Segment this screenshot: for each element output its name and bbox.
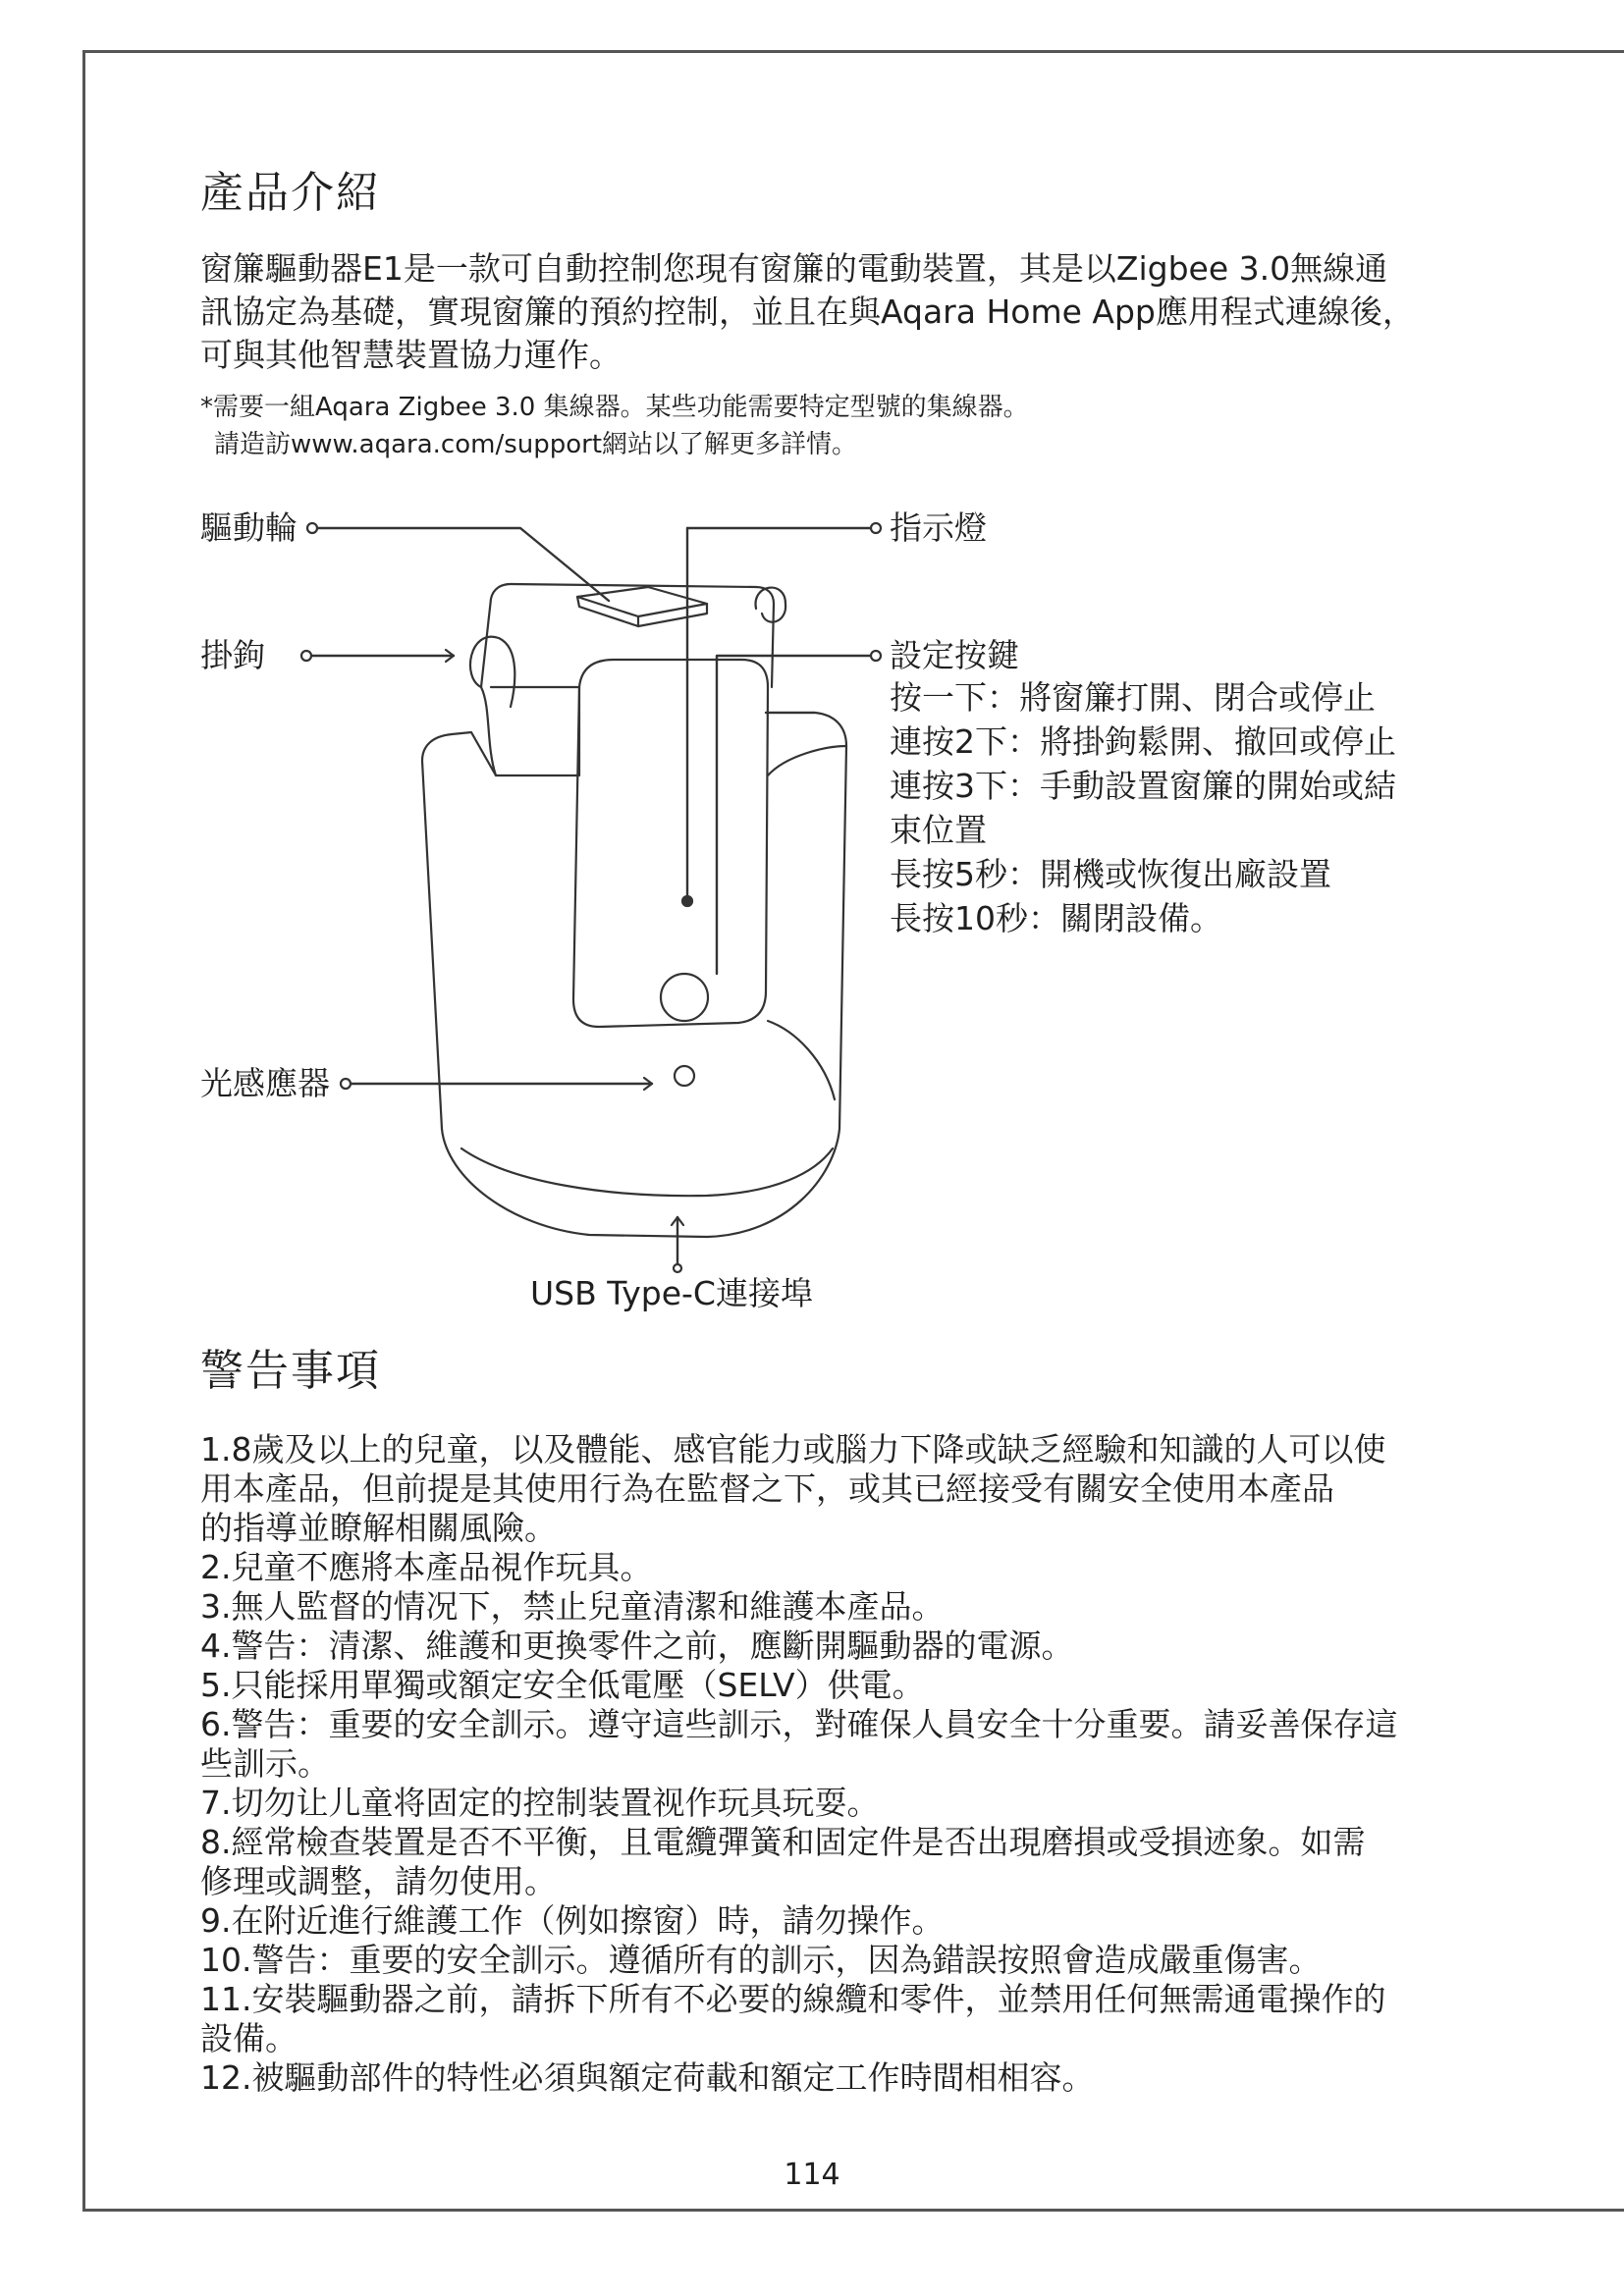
intro-line: 可與其他智慧裝置協力運作。 bbox=[200, 336, 622, 374]
warning-item: 12.被驅動部件的特性必須與額定荷載和額定工作時間相相容。 bbox=[200, 2058, 1095, 2097]
warning-item: 1.8歲及以上的兒童，以及體能、感官能力或腦力下降或缺乏經驗和知識的人可以使 用本產品，但前提是其使用行為在監督之下，或其已經接受有關安全使用本產品 的指導並瞭解相關風險。 bbox=[200, 1430, 1386, 1547]
warning-item: 7.切勿让儿童将固定的控制装置视作玩具玩耍。 bbox=[200, 1784, 880, 1822]
instruction-line: 連按3下：手動設置窗簾的開始或結 bbox=[890, 767, 1396, 805]
left-hook-outline bbox=[470, 637, 514, 775]
intro-line: 訊協定為基礎，實現窗簾的預約控制，並且在與Aqara Home App應用程式連線後， bbox=[200, 293, 1415, 331]
drive-wheel-block bbox=[577, 587, 707, 616]
right-hook-outline bbox=[756, 588, 786, 622]
light-sensor-circle bbox=[675, 1066, 694, 1086]
instruction-line: 長按5秒：開機或恢復出廠設置 bbox=[890, 855, 1331, 893]
warning-item: 6.警告：重要的安全訓示。遵守這些訓示，對確保人員安全十分重要。請妥善保存這 些訓示。 bbox=[200, 1705, 1398, 1783]
warning-item: 2.兒童不應將本產品視作玩具。 bbox=[200, 1548, 653, 1586]
hub-note bbox=[200, 389, 1477, 463]
indicator-dot bbox=[682, 896, 692, 906]
page-number: 114 bbox=[784, 2158, 840, 2192]
page-border-left bbox=[82, 50, 85, 2209]
page-border-bottom bbox=[82, 2209, 1624, 2212]
indicator-label: 指示燈 bbox=[890, 508, 987, 547]
intro-heading: 產品介紹 bbox=[200, 168, 381, 218]
warning-item: 5.只能採用單獨或額定安全低電壓（SELV）供電。 bbox=[200, 1666, 925, 1704]
warning-item: 4.警告：清潔、維護和更換零件之前，應斷開驅動器的電源。 bbox=[200, 1627, 1074, 1665]
drive-wheel-label: 驅動輪 bbox=[200, 508, 298, 547]
warning-item: 11.安裝驅動器之前，請拆下所有不必要的線纜和零件，並禁用任何無需通電操作的 設備。 bbox=[200, 1980, 1386, 2057]
warning-item: 3.無人監督的情况下，禁止兒童清潔和維護本產品。 bbox=[200, 1587, 945, 1626]
instruction-line: 束位置 bbox=[890, 811, 987, 849]
support-link-text: 請造訪www.aqara.com/support網站以了解更多詳情。 bbox=[214, 430, 858, 459]
hook-label: 掛鉤 bbox=[200, 636, 265, 674]
warning-item: 10.警告：重要的安全訓示。遵循所有的訓示，因為錯誤按照會造成嚴重傷害。 bbox=[200, 1941, 1322, 1979]
top-cap-outline bbox=[481, 584, 774, 687]
intro-paragraph bbox=[200, 247, 1477, 377]
page-border-top bbox=[82, 50, 1624, 53]
setting-button-circle bbox=[661, 974, 708, 1021]
button-instructions bbox=[890, 675, 1439, 940]
drive-wheel-leader bbox=[312, 528, 609, 601]
light-sensor-label: 光感應器 bbox=[200, 1064, 330, 1102]
face-panel-outline bbox=[573, 660, 768, 1027]
setting-button-label: 設定按鍵 bbox=[890, 636, 1019, 674]
setting-button-leader bbox=[717, 656, 874, 974]
warnings-list bbox=[200, 1430, 1506, 2098]
hub-note-line: *需要一組Aqara Zigbee 3.0 集線器。某些功能需要特定型號的集線器。 bbox=[200, 393, 1029, 422]
instruction-line: 連按2下：將掛鉤鬆開、撤回或停止 bbox=[890, 722, 1396, 761]
warning-item: 8.經常檢查裝置是否不平衡，且電纜彈簧和固定件是否出現磨損或受損迹象。如需 修理或調整，請勿使用。 bbox=[200, 1823, 1366, 1900]
usb-port-label: USB Type-C連接埠 bbox=[530, 1274, 813, 1312]
intro-line: 窗簾驅動器E1是一款可自動控制您現有窗簾的電動裝置，其是以Zigbee 3.0無線通 bbox=[200, 249, 1388, 288]
warning-item: 9.在附近進行維護工作（例如擦窗）時，請勿操作。 bbox=[200, 1901, 945, 1940]
instruction-line: 按一下：將窗簾打開、閉合或停止 bbox=[890, 678, 1376, 717]
main-body-outline bbox=[422, 687, 846, 1237]
warnings-heading: 警告事項 bbox=[200, 1346, 381, 1396]
instruction-line: 長按10秒：關閉設備。 bbox=[890, 899, 1222, 937]
